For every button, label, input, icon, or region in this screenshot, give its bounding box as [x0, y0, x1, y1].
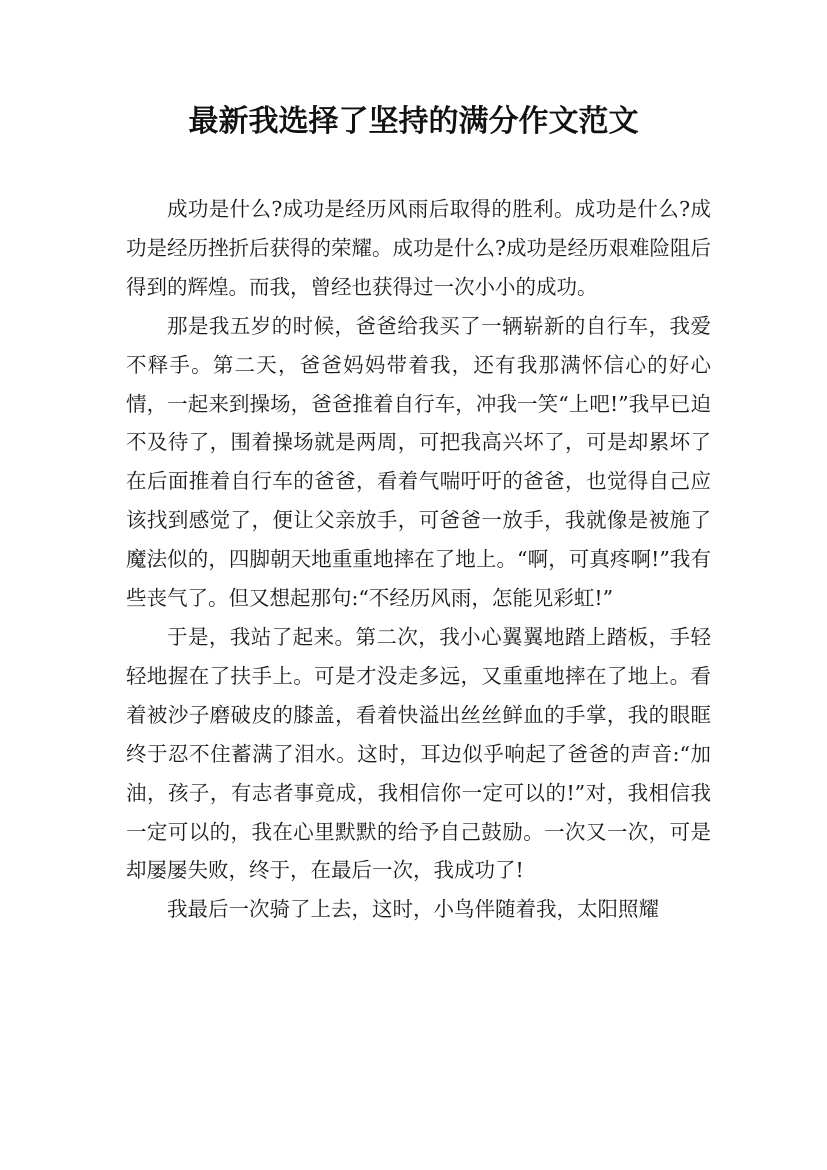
paragraph-4: 我最后一次骑了上去，这时，小鸟伴随着我，太阳照耀 — [167, 897, 659, 922]
paragraph-1: 成功是什么?成功是经历风雨后取得的胜利。成功是什么?成功是经历挫折后获得的荣耀。成功是什么?成功是经历艰难险阻后得到的辉煌。而我，曾经也获得过一次小小的成功。 — [126, 197, 711, 299]
paragraph-2: 那是我五岁的时候，爸爸给我买了一辆崭新的自行车，我爱不释手。第二天，爸爸妈妈带着我，还有我那满怀信心的好心情，一起来到操场，爸爸推着自行车，冲我一笑“上吧!”我早已迫不及待了，围着操场就是两周，可把我高兴坏了，可是却累坏了在后面推着自行车的爸爸，看着气喘吁吁的爸爸，也觉得自己应该找到感觉了，便让父亲放手，可爸爸一放手，我就像是被施了魔法似的，四脚朝天地重重地摔在了地上。“啊，可真疼啊!”我有些丧气了。但又想起那句:“不经历风雨，怎能见彩虹!” — [126, 313, 711, 611]
paragraph-3: 于是，我站了起来。第二次，我小心翼翼地踏上踏板，手轻轻地握在了扶手上。可是才没走多远，又重重地摔在了地上。看着被沙子磨破皮的膝盖，看着快溢出丝丝鲜血的手掌，我的眼眶终于忍不住蓄满了泪水。这时，耳边似乎响起了爸爸的声音:“加油，孩子，有志者事竟成，我相信你一定可以的!”对，我相信我一定可以的，我在心里默默的给予自己鼓励。一次又一次，可是却屡屡失败，终于，在最后一次，我成功了! — [126, 624, 711, 883]
document-body — [126, 190, 711, 929]
document-title: 最新我选择了坚持的满分作文范文 — [188, 104, 639, 139]
